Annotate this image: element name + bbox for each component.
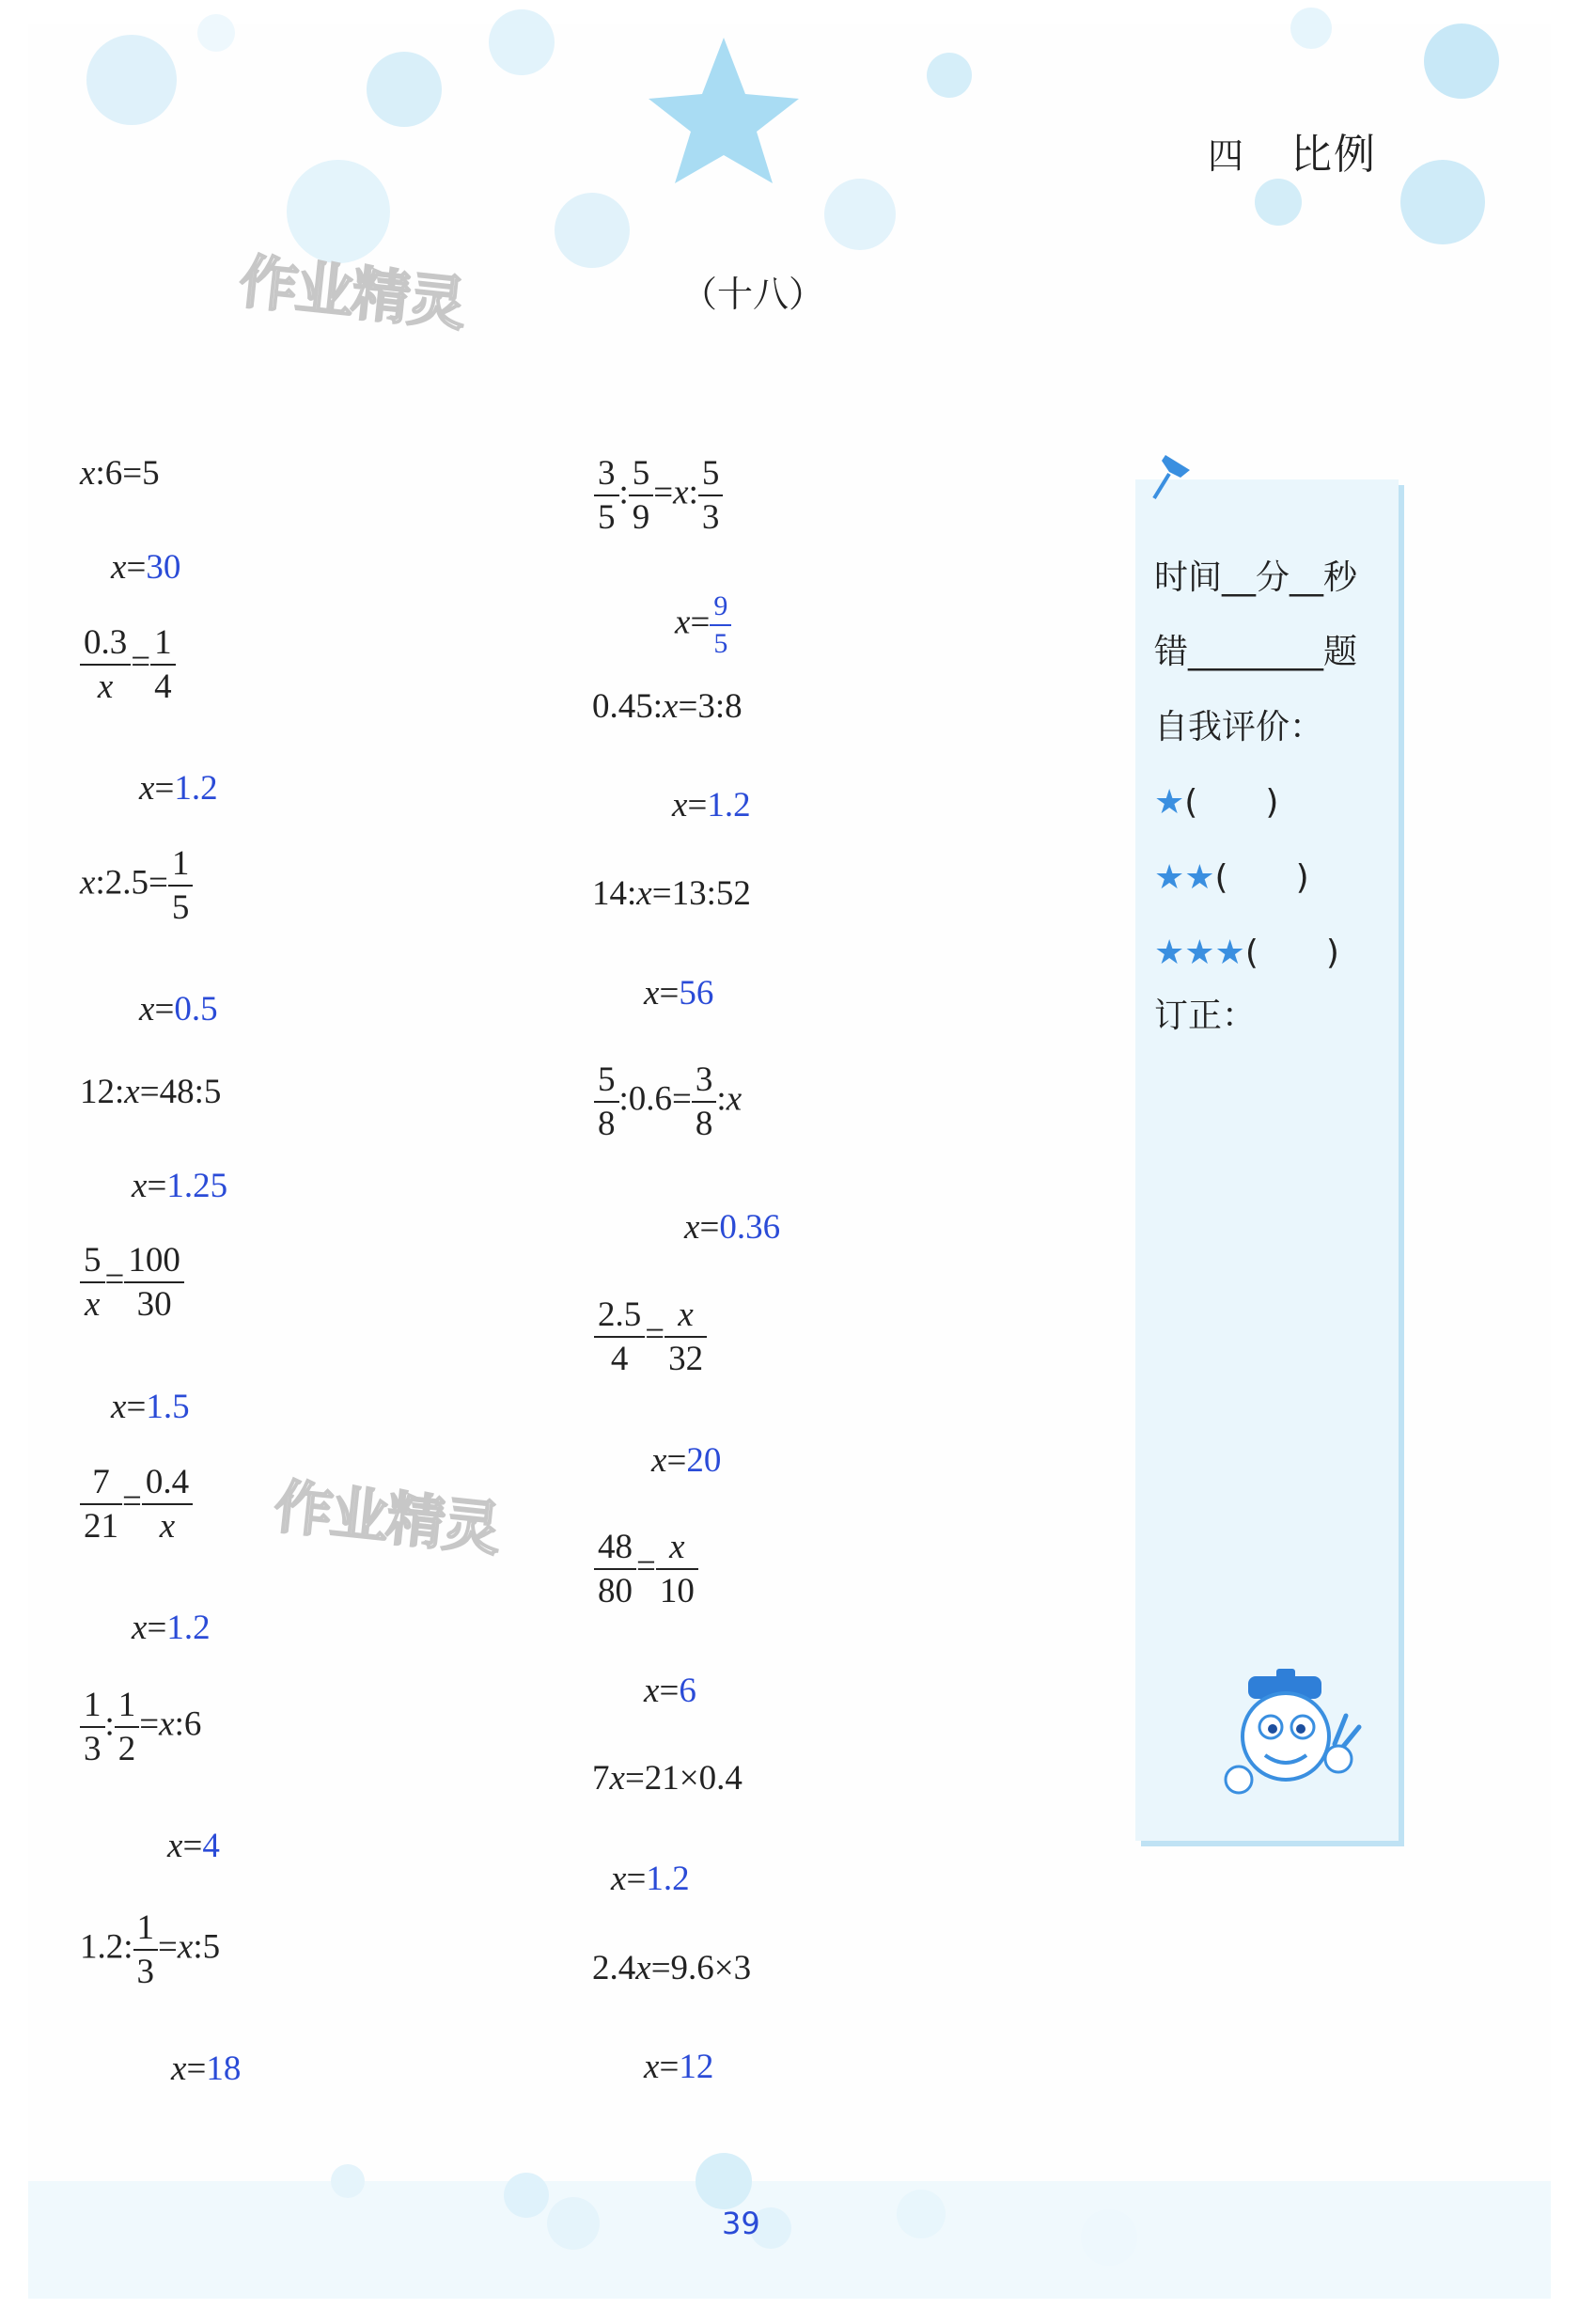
equation: x:2.5= $\frac{1}{5}$ [80,846,193,925]
equation: $\frac{0.3}{x}$ = $\frac{1}{4}$ [80,625,176,704]
answer: x=56 [644,974,714,1013]
star-icon: ★★ [1154,858,1215,897]
equation: 2.4x=9.6×3 [592,1949,752,1987]
answer: x=1.2 [611,1860,690,1898]
answer: x=0.5 [139,990,218,1029]
equation: $\frac{48}{80}$ = $\frac{x}{10}$ [594,1530,698,1609]
answer: x=1.2 [139,769,218,808]
answer: x=12 [644,2048,714,2086]
answer: x= $\frac{9}{5}$ [675,592,731,658]
errors-field: 错________题 [1154,633,1358,671]
equation: $\frac{7}{21}$ = $\frac{0.4}{x}$ [80,1465,193,1544]
equation: x:6=5 [80,454,160,493]
answer: x=1.2 [672,786,751,824]
unit-title [1208,120,1377,181]
time-field: 时间__分__秒 [1154,558,1358,597]
unit-number: 四 [1208,135,1246,177]
star-icon: ★ [1154,783,1185,822]
self-evaluation-panel [1135,479,1399,1841]
answer: x=1.25 [132,1167,228,1205]
unit-name: 比例 [1290,131,1378,179]
equation: $\frac{1}{3}$ : $\frac{1}{2}$ =x:6 [80,1688,201,1767]
page-number: 39 [722,2206,760,2241]
answer: x=18 [171,2049,242,2088]
answer: x=20 [651,1441,722,1480]
rating-three-stars: ★★★( ) [1154,934,1339,972]
equation: 12:x=48:5 [80,1073,222,1111]
correction-label: 订正： [1154,997,1257,1035]
answer: x=4 [167,1827,220,1865]
mascot-icon [1212,1669,1372,1819]
equation: $\frac{3}{5}$ : $\frac{5}{9}$ =x: $\frac{5}{3}$ [594,456,723,535]
watermark: 作业精灵 [271,1471,503,1564]
equation: 1.2: $\frac{1}{3}$ =x:5 [80,1908,221,1991]
star-icon: ★★★ [1154,934,1245,972]
equation: $\frac{5}{8}$ :0.6= $\frac{3}{8}$ :x [594,1062,742,1141]
answer: x=1.5 [111,1388,190,1426]
answer: x=1.2 [132,1609,211,1647]
answer: x=30 [111,548,181,587]
rating-two-stars: ★★( ) [1154,858,1309,897]
equation: $\frac{5}{x}$ = $\frac{100}{30}$ [80,1243,184,1322]
equation: $\frac{2.5}{4}$ = $\frac{x}{32}$ [594,1297,707,1376]
watermark: 作业精灵 [236,246,468,339]
self-eval-label: 自我评价： [1154,708,1324,746]
equation: 0.45:x=3:8 [592,687,743,726]
pushpin-icon [1149,453,1196,506]
equation: 14:x=13:52 [592,874,751,913]
equation: 7x=21×0.4 [592,1759,743,1798]
section-title: （十八） [681,274,825,315]
answer: x=6 [644,1672,696,1710]
footer-decoration [0,2125,1579,2324]
rating-one-star: ★( ) [1154,783,1279,822]
answer: x=0.36 [684,1208,781,1247]
